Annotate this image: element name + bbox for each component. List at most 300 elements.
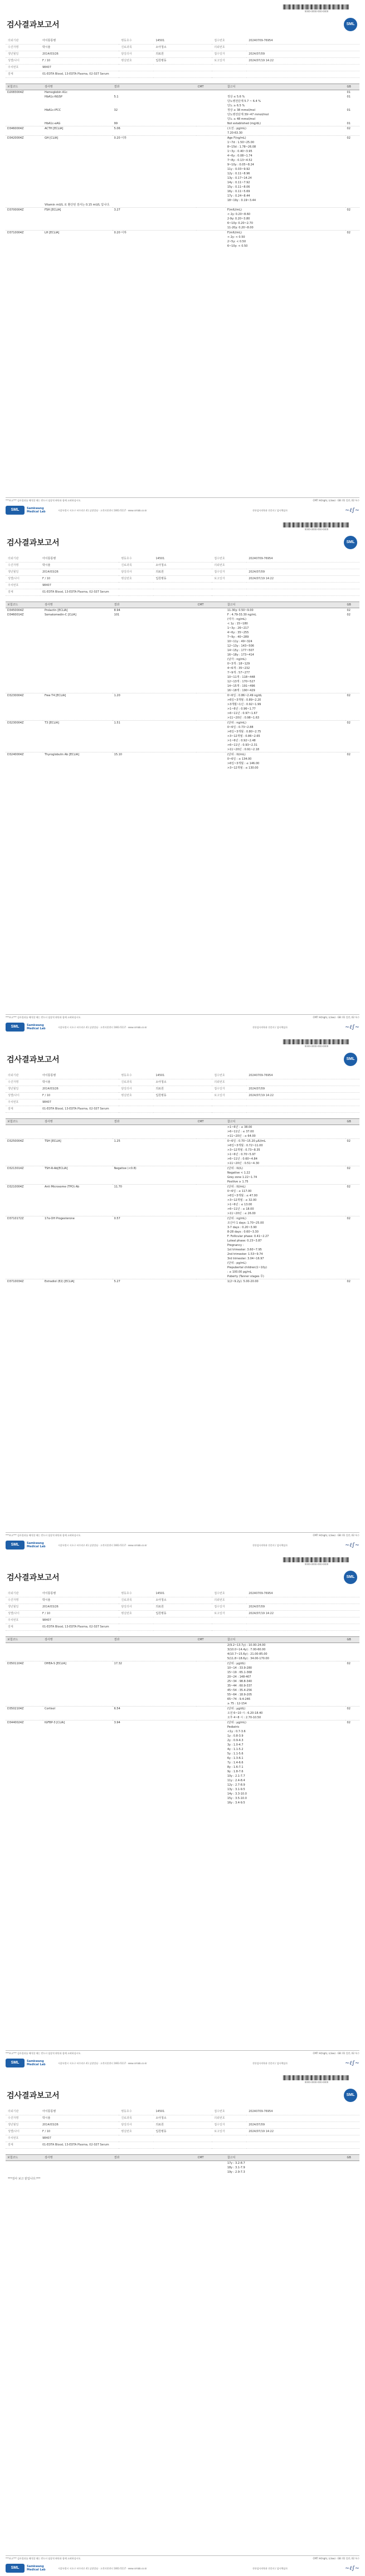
header-code: 보험코드 [6,602,43,608]
insurance-code [6,1180,43,1185]
result-row [6,1252,359,1257]
insurance-code [6,1274,43,1279]
insurance-code: D3501104Z [6,1661,43,1666]
test-name [43,1198,113,1203]
insurance-code [6,1252,43,1257]
gb-code: 02 [345,208,359,213]
gb-code [345,1656,359,1661]
test-name: T3 [ECLIA] [43,721,113,726]
insurance-code [6,1679,43,1684]
result-row [6,104,359,108]
test-result: Negative (<0.8) [113,1166,196,1171]
insurance-code [6,1778,43,1783]
insurance-code [6,221,43,226]
result-row [6,154,359,158]
gb-code [345,176,359,180]
gb-code [345,212,359,217]
gb-code [345,630,359,635]
test-name [43,698,113,702]
header-ref: 참고치 [226,2155,345,2161]
reference-range: 25~34 : 98.8-340 [227,1680,252,1683]
lab-address: 서울특별시 서초구 바우뫼로 41 삼광빌딩 · 고객지원센터 1661-5117 · www.smlab.co.kr [58,2061,147,2065]
cmt-flag [196,743,226,747]
test-name [43,1125,113,1130]
result-row [6,608,359,613]
info-empty [119,1617,153,1624]
info-label-patient_no: 주치번호 [6,1099,40,1106]
gb-code [345,1715,359,1720]
info-row [6,2122,359,2129]
test-result [113,653,196,657]
test-result [113,1787,196,1792]
cmt-flag [196,1725,226,1729]
info-value-dob: 2014/03/26 [40,51,119,58]
test-result: 5.06 [113,126,196,131]
reference-range: 2nd trimester: 1.53~9.74 [227,1253,263,1256]
test-name [43,644,113,648]
test-result [113,158,196,163]
test-name [43,1675,113,1679]
gb-code [345,1125,359,1130]
result-row [6,666,359,671]
lab-logo-icon: SML [6,2059,25,2067]
reference-range: Not established (mg/dL) [227,122,261,125]
info-empty [246,65,359,71]
cmt-flag [196,1693,226,1697]
result-row [6,1175,359,1180]
patient-info-table [6,556,359,596]
signature-icon: ∼ℓ∫∼ [344,1024,359,1030]
test-result [113,1738,196,1743]
cmt-flag [196,221,226,226]
cmt-flag [196,707,226,711]
gb-code [345,145,359,149]
insurance-code [6,158,43,163]
insurance-code [6,671,43,675]
reference-range: (단위 : IU/L) [226,1166,345,1171]
test-name: GH [CLIA] [43,136,113,141]
signature-row [6,506,359,515]
test-result [113,131,196,136]
gb-code [345,131,359,136]
cmt-flag [196,626,226,630]
test-result [113,1778,196,1783]
gb-code [345,1770,359,1774]
info-row [6,1617,359,1624]
test-result [113,198,196,203]
signature-icon: ∼ℓ∫∼ [344,507,359,514]
barcode-block [275,522,358,531]
test-result [113,189,196,194]
lab-name: Samkwang Medical Lab [27,507,46,514]
result-row [6,163,359,167]
info-label-ward: 병실번호 [119,58,153,65]
info-empty [212,1099,246,1106]
info-label-received: 접수일자 [212,1604,246,1611]
test-result [113,1157,196,1161]
result-row [6,1787,359,1792]
info-value-request_no [246,563,359,569]
gb-code [345,657,359,662]
info-label-patient_no: 주치번호 [6,1617,40,1624]
info-empty [153,583,212,589]
page-title: 검사결과보고서 [7,1573,60,1582]
info-row [6,563,359,569]
cmt-flag [196,1185,226,1190]
gb-code [345,1801,359,1805]
result-row [6,1738,359,1743]
barcode-block [275,1039,358,1048]
test-result [113,149,196,154]
info-value-specimen: 01-EDTA Blood, 13-EDTA Plasma, 02-SST Serum [40,2142,359,2149]
result-row [6,761,359,766]
info-value-dept: 소아청소 [153,1079,212,1086]
test-result: 99 [114,122,118,125]
header-gb: GB [345,1637,359,1643]
cmt-flag [196,739,226,743]
reference-range: 3(10.0~14.4y) : 7.00-60.00 [227,1648,266,1651]
info-label-patient_no: 주치번호 [6,2135,40,2142]
cmt-flag [196,2161,226,2166]
cmt-flag [196,1648,226,1652]
insurance-code [6,675,43,680]
cmt-flag [196,666,226,671]
result-row [6,757,359,761]
insurance-code [6,617,43,622]
report-id: 0000-0000-000-0000 [304,10,329,13]
info-value-reported: 2024/07/19 14:22 [246,1093,359,1099]
test-result [113,626,196,630]
gb-code [345,739,359,743]
cmt-flag [196,653,226,657]
gb-code [345,172,359,176]
patient-info-table [6,1073,359,1113]
info-row [6,556,359,563]
reference-range: 7y : 1.4-6.6 [227,1761,244,1764]
info-value-sex_age: F / 10 [40,58,119,65]
insurance-code [6,1230,43,1234]
info-label-specimen: 검체 [6,1624,40,1631]
cmt-flag [196,1675,226,1679]
reference-range: F: Follicular phase: 0.41~2.27 [227,1235,269,1238]
signer-title: 진단검사의학과 전문의 / 검사책임자 [252,1543,288,1547]
info-label-dept: 진료과목 [119,563,153,569]
reference-range: (단위 : IU/mL) [226,752,345,757]
test-result [113,734,196,739]
result-row [6,145,359,149]
test-result [113,1270,196,1274]
insurance-code: D3440024Z [6,1720,43,1726]
test-name [43,747,113,752]
insurance-code [6,1670,43,1675]
test-result [113,1697,196,1702]
insurance-code [6,1792,43,1796]
info-value-ward: 입원병동 [153,58,212,65]
reference-range: 0~6일 : ≤ 134.00 [227,757,252,761]
result-row [6,662,359,666]
test-result [113,747,196,752]
insurance-code: D3230004Z [6,721,43,726]
insurance-code [6,1783,43,1787]
result-row [6,630,359,635]
result-row [6,194,359,198]
test-result [113,2166,196,2170]
reference-range [226,90,345,95]
cmt-flag [196,630,226,635]
info-value-doctor: 의료원 [153,569,212,576]
cmt-flag [196,1656,226,1661]
test-result: 8.94 [114,609,120,612]
result-row [6,180,359,185]
insurance-code [6,666,43,671]
test-name [43,626,113,630]
insurance-code: D2083004Z [7,91,24,94]
info-value-ward: 입원병동 [153,1611,212,1617]
result-row [6,734,359,739]
gb-code [345,1774,359,1778]
reference-range: < 2y: < 0.50 [227,236,245,239]
result-row [6,716,359,721]
header-code: 보험코드 [6,2155,43,2161]
info-value-request_no [246,1079,359,1086]
test-name [43,1796,113,1801]
test-result [113,1774,196,1778]
result-row [6,1747,359,1752]
info-row [6,1591,359,1597]
info-label-ward: 병실번호 [119,1611,153,1617]
info-label-patient_no: 주치번호 [6,583,40,589]
info-value-dept: 소아청소 [153,2115,212,2122]
gb-code [345,1198,359,1203]
gb-code [345,747,359,752]
cmt-flag [196,761,226,766]
gb-code [345,1189,359,1194]
reference-range: Age F(ng/mL) [226,136,345,141]
info-empty [153,65,212,71]
info-row [6,2109,359,2115]
reference-range: 20~24 : 148-407 [227,1675,251,1679]
gb-code [345,1211,359,1216]
info-value-accession: 20240709-76954 [246,38,359,45]
test-result [113,1230,196,1234]
gb-code [345,1729,359,1734]
insurance-code [6,644,43,648]
gb-code [345,1752,359,1756]
cmt-flag [196,145,226,149]
info-empty [212,2135,246,2142]
insurance-code: D3700004Z [6,208,43,213]
insurance-code [6,244,43,248]
test-name: Free T4 [ECLIA] [43,693,113,698]
gb-code [345,1684,359,1688]
gb-code [345,1175,359,1180]
gb-code [345,707,359,711]
page-footer [6,1014,359,1032]
info-label-ward: 병실번호 [119,576,153,583]
test-result [113,739,196,743]
test-name [43,1252,113,1257]
test-result [113,662,196,666]
gb-code [345,149,359,154]
cmt-flag [196,198,226,203]
gb-code [345,1252,359,1257]
reference-range: 15y : 3.5-10.0 [227,1797,247,1800]
reference-range: 5y : 1.1-5.6 [227,1752,244,1756]
info-row [6,2129,359,2135]
info-value-accession: 20240709-76954 [246,2109,359,2115]
insurance-code [6,1765,43,1770]
results-table [6,2154,359,2174]
info-value-hospital: 아이통통병 [40,556,119,563]
test-result [113,1211,196,1216]
result-row [6,766,359,770]
header-cmt: CMT [196,602,226,608]
reference-range: (단위 : pg/mL) [227,1262,246,1265]
reference-range: ≥ 75 : 12-154 [227,1702,247,1705]
result-row [6,1752,359,1756]
report-id: 0000-0000-000-0000 [304,528,329,531]
insurance-code [6,757,43,761]
cmt-flag [196,1707,226,1712]
reference-range: >6~11년 : ≤ 18.00 [227,1208,254,1211]
reference-range: F(mIU/mL) [226,231,345,236]
cmt-flag [196,95,226,99]
insurance-code [6,1734,43,1738]
test-name [43,1221,113,1225]
remark-right: CMT: H(high), L(low) · GB: 01 일반, 02 특수 [313,499,359,502]
header-result: 결과 [113,84,196,90]
reference-range: 5(11.8~18.6y) : 34.00-170.00 [227,1657,269,1660]
reference-range: (단위 : μg/dL) [226,1707,345,1712]
info-row [6,1611,359,1617]
reference-range: 0~6일 : 0.86~2.49 ng/dL [226,693,345,698]
result-row [6,730,359,734]
page-footer [6,1532,359,1549]
info-empty [246,583,359,589]
test-result [113,1756,196,1761]
cmt-flag [196,1792,226,1796]
test-name [43,617,113,622]
cmt-flag [196,693,226,698]
test-result [113,2161,196,2166]
insurance-code [6,680,43,684]
reference-range: >6일~3개월 : ≤ 47.00 [227,1194,258,1197]
results-header [6,1119,359,1125]
result-row [6,108,359,113]
test-name [43,1734,113,1738]
reference-range: 17y : 0.24~8.44 [227,194,250,198]
report-page [0,0,365,518]
test-name [43,244,113,248]
info-label-dob: 생년월일 [6,51,40,58]
signature-row [6,1541,359,1549]
result-row [6,1198,359,1203]
insurance-code [6,176,43,180]
gb-code: 02 [347,609,351,612]
insurance-code [6,2161,43,2166]
gb-code [345,1143,359,1148]
info-row [6,576,359,583]
test-name: IGFBP-3 [CLIA] [43,1720,113,1726]
cmt-flag [196,644,226,648]
test-name [43,648,113,653]
info-value-accession: 20240709-76954 [246,556,359,563]
reference-range: (오전 : pg/mL) [226,126,345,131]
result-row [6,185,359,189]
result-row [6,752,359,757]
gb-code [345,680,359,684]
insurance-code: D3502104Z [6,1707,43,1712]
cmt-flag [196,1702,226,1707]
insurance-code [6,1243,43,1248]
result-row [6,675,359,680]
test-result [113,1656,196,1661]
reference-range: >6일~3개월 : 0.72~11.00 [227,1144,263,1147]
insurance-code [6,725,43,730]
cmt-flag [196,608,226,613]
header-result: 결과 [113,1119,196,1125]
reference-range: 10~14 : 33.9-280 [227,1666,252,1670]
insurance-code [6,1194,43,1198]
info-row [6,1624,359,1631]
reference-range: (단위 : ng/mL) [226,1216,345,1221]
result-row [6,739,359,743]
insurance-code [6,226,43,231]
insurance-code [6,716,43,721]
info-label-request_no: 의뢰번호 [212,2115,246,2122]
report-id: 0000-0000-000-0000 [304,2081,329,2084]
info-label-sex_age: 성별/나이 [6,1611,40,1617]
test-name [43,707,113,711]
gb-code [345,698,359,702]
test-result [113,1194,196,1198]
test-name [43,1211,113,1216]
report-page [0,1035,365,1553]
info-label-hospital: 의뢰기관 [6,1591,40,1597]
info-value-patient: 박시율 [40,1597,119,1604]
insurance-code [6,653,43,657]
test-name [43,145,113,149]
header-gb: GB [345,602,359,608]
cmt-flag [196,1189,226,1194]
test-name [43,1648,113,1652]
test-result [113,1648,196,1652]
test-result [113,194,196,198]
test-result [113,180,196,185]
insurance-code: D3213014Z [6,1166,43,1171]
insurance-code [6,1175,43,1180]
reference-range: 16~18개 : 190~429 [227,689,255,692]
test-result: 5.27 [113,1279,196,1284]
page-footer [6,2555,359,2573]
result-row [6,1743,359,1747]
gb-code [345,1257,359,1261]
result-row [6,1189,359,1194]
info-label-hospital: 의뢰기관 [6,2109,40,2115]
header-result: 결과 [113,2155,196,2161]
info-value-received: 2024/07/09 [246,569,359,576]
insurance-code [6,163,43,167]
cmt-flag [196,136,226,141]
result-row [6,653,359,657]
reference-range: (단위 : ng/mL) [226,721,345,726]
test-name [43,743,113,747]
test-result [113,635,196,639]
signer-title: 진단검사의학과 전문의 / 검사책임자 [252,2567,288,2570]
gb-code [345,217,359,221]
info-value-dept: 소아청소 [153,1597,212,1604]
cmt-flag [196,140,226,145]
